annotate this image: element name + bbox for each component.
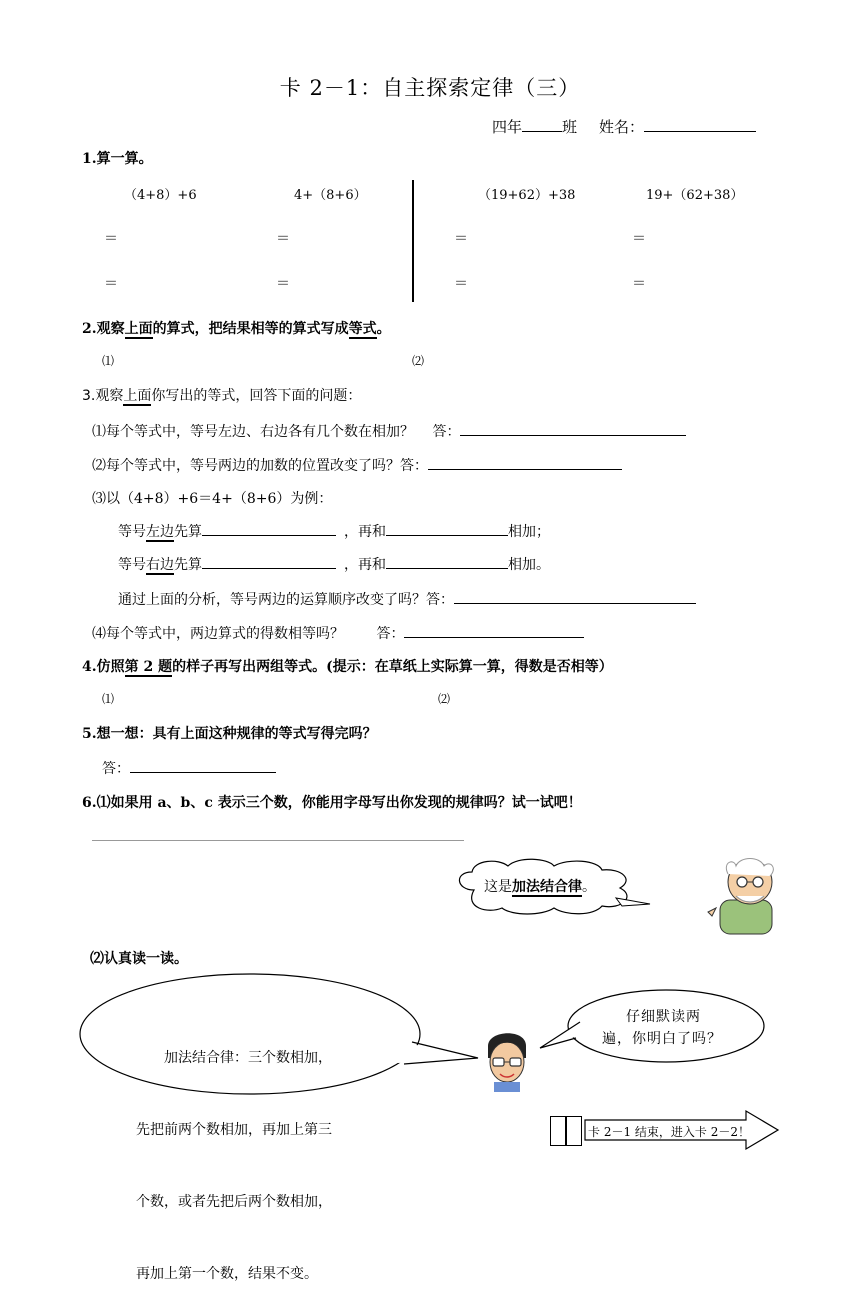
rule-text: 加法结合律：三个数相加， 先把前两个数相加，再加上第三 个数，或者先把后两个数相加， 再加上第一个数，结果不变。 [136,1050,332,1282]
q1-label: 1.算一算。 [82,151,153,167]
q3-analysis: 通过上面的分析，等号两边的运算顺序改变了吗？答： [118,589,696,609]
page-title: 卡 2－1：自主探索定律（三） [279,76,581,100]
answer-blank[interactable] [428,455,622,470]
emphasis-right: 右边 [146,557,174,573]
class-name-row [492,116,756,137]
column-divider [412,180,414,302]
eq-sign: ＝ [104,276,118,292]
emphasis-equation: 等式 [348,321,377,337]
q3-sub-4: ⑷每个等式中，两边算式的得数相等吗？ 答： [92,623,584,643]
eq-sign: ＝ [632,276,646,292]
q3-sub-3: ⑶以（4+8）+6＝4+（8+6）为例： [92,491,333,507]
name-label: 姓名： [599,118,645,136]
q5-answer-row: 答： [102,758,276,778]
emphasis-law: 加法结合律 [512,879,582,895]
q6-writing-line[interactable] [92,840,464,841]
q5-label: 5.想一想：具有上面这种规律的等式写得完吗？ [82,726,377,742]
answer-blank[interactable] [202,554,336,569]
q3-label: 3.观察上面你写出的等式，回答下面的问题： [82,388,362,404]
student-icon [480,1028,534,1092]
emphasis-q2-ref: 第 2 题 [124,659,173,675]
expr-1: （4+8）+6 [124,188,197,203]
emphasis-left: 左边 [146,524,174,540]
q6-read-label: ⑵认真读一读。 [90,951,188,967]
q4-item-2: ⑵ [438,692,451,706]
q3-left-row: 等号左边先算 ，再和 相加； [118,521,550,541]
emphasis-above: 上面 [123,388,152,404]
read-text: 仔细默读两 遍，你明白了吗？ [602,1009,722,1047]
q3-right-row: 等号右边先算 ，再和 相加。 [118,554,550,574]
expr-3: （19+62）+38 [478,188,576,203]
q2-item-2: ⑵ [412,354,425,368]
answer-blank[interactable] [386,554,508,569]
answer-blank[interactable] [454,589,696,604]
eq-sign: ＝ [276,231,290,247]
eq-sign: ＝ [454,276,468,292]
eq-sign: ＝ [104,231,118,247]
expr-2: 4+（8+6） [294,188,367,203]
cloud-text: 这是加法结合律。 [484,879,596,895]
emphasis-above: 上面 [124,321,153,337]
q3-sub-2: ⑵每个等式中，等号两边的加数的位置改变了吗？答： [92,455,622,475]
q4-item-1: ⑴ [102,692,115,706]
grade-label: 四年 [492,118,523,136]
name-blank[interactable] [644,117,756,132]
q6-label: 6.⑴如果用 a、b、c 表示三个数，你能用字母写出你发现的规律吗？试一试吧！ [82,795,582,811]
q4-label: 4.仿照第 2 题的样子再写出两组等式。(提示：在草纸上实际算一算，得数是否相等） [82,659,613,675]
answer-blank[interactable] [202,521,336,536]
eq-sign: ＝ [276,276,290,292]
eq-sign: ＝ [632,231,646,247]
next-card-text: 卡 2－1 结束，进入卡 2－2！ [588,1125,750,1139]
answer-blank[interactable] [130,758,276,773]
checkbox-icon[interactable] [566,1116,582,1146]
answer-blank[interactable] [386,521,508,536]
q2-label: 2.观察上面的算式，把结果相等的算式写成等式。 [82,321,391,337]
class-label: 班 [562,118,578,136]
class-blank[interactable] [522,117,562,132]
answer-blank[interactable] [404,623,584,638]
q2-item-1: ⑴ [102,354,115,368]
answer-blank[interactable] [460,421,686,436]
q3-sub-1: ⑴每个等式中，等号左边、右边各有几个数在相加？ 答： [92,421,686,441]
professor-icon [706,856,780,934]
expr-4: 19+（62+38） [646,188,744,203]
checkbox-icon[interactable] [550,1116,566,1146]
eq-sign: ＝ [454,231,468,247]
